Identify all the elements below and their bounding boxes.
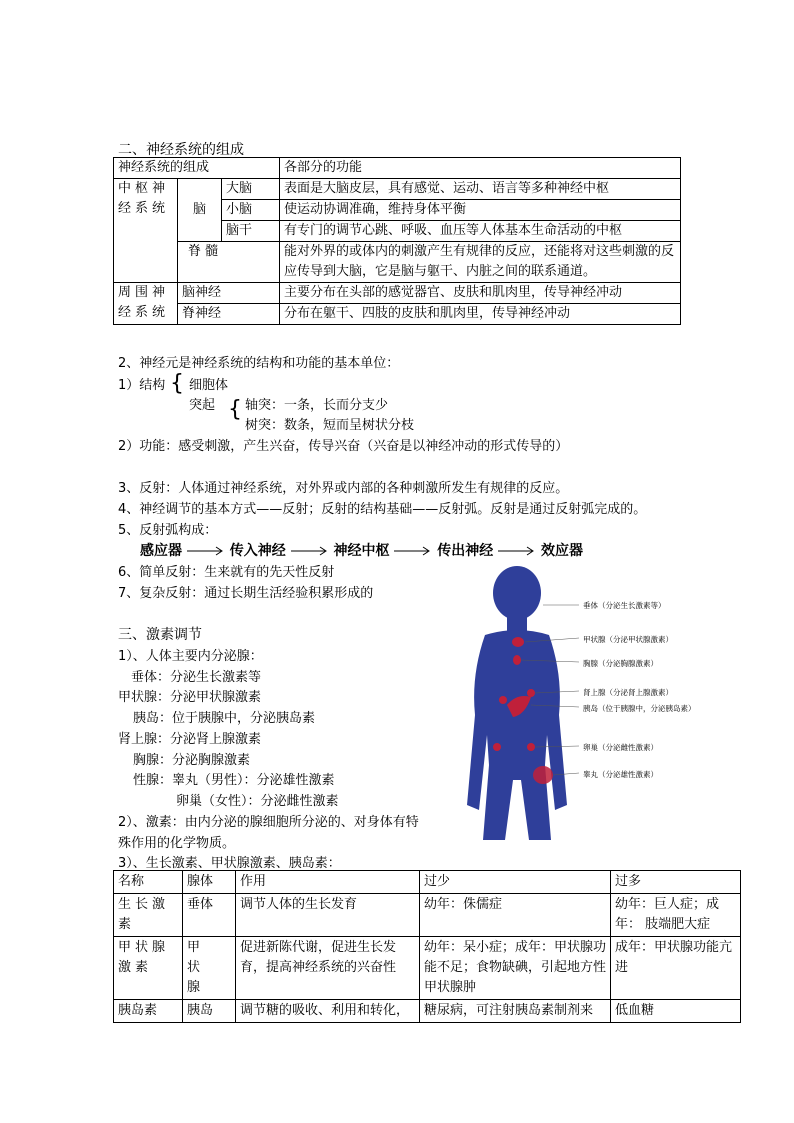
table-row: 幼年：侏儒症 [420, 894, 611, 937]
table-row: 甲状腺激素 [114, 937, 183, 1000]
part-cerebrum: 大脑 [222, 179, 280, 200]
table-row: 调节人体的生长发育 [236, 894, 420, 937]
t2-header-deficit: 过少 [420, 871, 611, 894]
label-thyroid: 甲状腺（分泌甲状腺激素） [583, 635, 673, 644]
hormone-line-1: 1）、人体主要内分泌腺： [118, 649, 263, 664]
part-cerebellum: 小脑 [222, 200, 280, 221]
func-spinal-nerve: 分布在躯干、四肢的皮肤和肌肉里，传导神经冲动 [280, 304, 681, 325]
flow-afferent: 传入神经 [229, 543, 286, 559]
brace-1: { [170, 371, 184, 396]
endocrine-figure [455, 565, 755, 840]
t2-header-gland: 腺体 [183, 871, 236, 894]
label-ovary: 卵巢（分泌雌性激素） [583, 743, 658, 752]
cns-cell: 中枢神经系统 [114, 179, 178, 283]
label-pituitary: 垂体（分泌生长激素等） [583, 601, 666, 610]
label-thymus: 胸腺（分泌胸腺激素） [583, 659, 658, 668]
hormone-line-7: 性腺：睾丸（男性）：分泌雄性激素 [133, 773, 335, 788]
arrow-icon [291, 546, 329, 556]
table-row: 胰岛素 [114, 1000, 183, 1023]
table-row: 生长激素 [114, 894, 183, 937]
table-row: 低血糖 [611, 1000, 741, 1023]
flow-effector: 效应器 [541, 543, 583, 559]
hormone-line-11: 3）、生长激素、甲状腺激素、胰岛素： [118, 856, 341, 871]
complex-reflex: 7、复杂反射：通过长期生活经验积累形成的 [118, 586, 374, 601]
hormone-line-3: 甲状腺：分泌甲状腺激素 [118, 690, 262, 705]
table-row: 成年：甲状腺功能亢进 [611, 937, 741, 1000]
part-brainstem: 脑干 [222, 221, 280, 242]
brace-2: { [228, 397, 242, 422]
flow-efferent: 传出神经 [437, 543, 494, 559]
func-brainstem: 有专门的调节心跳、呼吸、血压等人体基本生命活动的中枢 [280, 221, 681, 242]
table-row: 调节糖的吸收、利用和转化， [236, 1000, 420, 1023]
label-adrenal: 肾上腺（分泌肾上腺激素） [583, 688, 673, 697]
dendrite-text: 树突：数条，短而呈树状分枝 [245, 418, 415, 433]
section-title-nervous-system: 二、神经系统的组成 [118, 142, 244, 158]
hormone-line-5: 肾上腺：分泌肾上腺激素 [118, 732, 262, 747]
t2-header-effect: 作用 [236, 871, 420, 894]
label-testis: 睾丸（分泌雄性激素） [583, 770, 658, 779]
label-islet: 胰岛（位于胰腺中，分泌胰岛素） [583, 704, 696, 713]
neural-regulation: 4、神经调节的基本方式——反射；反射的结构基础——反射弧。反射是通过反射弧完成的。 [118, 502, 647, 517]
table-row: 幼年：巨人症；成年： 肢端肥大症 [611, 894, 741, 937]
hormone-line-2: 垂体：分泌生长激素等 [131, 670, 262, 685]
arrow-icon [394, 546, 432, 556]
simple-reflex: 6、简单反射：生来就有的先天性反射 [118, 565, 335, 580]
table-row: 糖尿病，可注射胰岛素制剂来 [420, 1000, 611, 1023]
reflex-arc-flow [140, 540, 583, 560]
brain-cell: 脑 [178, 179, 222, 242]
part-spinal-cord: 脊 髓 [178, 242, 280, 283]
table-row: 幼年：呆小症；成年：甲状腺功能不足；食物缺碘，引起地方性甲状腺肿 [420, 937, 611, 1000]
table-row: 垂体 [183, 894, 236, 937]
neuron-structure-label: 1）结构 [118, 378, 166, 393]
part-spinal-nerve: 脊神经 [178, 304, 280, 325]
part-cranial-nerve: 脑神经 [178, 283, 280, 304]
table1-header-function: 各部分的功能 [280, 158, 681, 179]
hormone-line-10: 殊作用的化学物质。 [118, 836, 236, 851]
func-cerebellum: 使运动协调准确，维持身体平衡 [280, 200, 681, 221]
func-spinal-cord: 能对外界的或体内的刺激产生有规律的反应，还能将对这些刺激的反应传导到大脑，它是脑与躯干、内脏之间的联系通道。 [280, 242, 681, 283]
hormone-line-6: 胸腺：分泌胸腺激素 [133, 753, 251, 768]
arrow-icon [187, 546, 225, 556]
hormone-line-8: 卵巢（女性）：分泌雌性激素 [176, 794, 339, 809]
table-row: 促进新陈代谢，促进生长发育，提高神经系统的兴奋性 [236, 937, 420, 1000]
t2-header-excess: 过多 [611, 871, 741, 894]
hormone-line-9: 2）、激素：由内分泌的腺细胞所分泌的、对身体有特 [118, 815, 419, 830]
hormone-table [113, 870, 741, 1023]
func-cranial-nerve: 主要分布在头部的感觉器官、皮肤和肌肉里，传导神经冲动 [280, 283, 681, 304]
t2-header-name: 名称 [114, 871, 183, 894]
neuron-intro: 2、神经元是神经系统的结构和功能的基本单位： [118, 356, 400, 371]
func-cerebrum: 表面是大脑皮层，具有感觉、运动、语言等多种神经中枢 [280, 179, 681, 200]
arrow-icon [498, 546, 536, 556]
table-row: 胰岛 [183, 1000, 236, 1023]
axon-text: 轴突：一条，长而分支少 [245, 398, 389, 413]
table1-header-composition: 神经系统的组成 [114, 158, 280, 179]
pns-cell: 周围神经系统 [114, 283, 178, 325]
neuron-function: 2）功能：感受刺激，产生兴奋，传导兴奋（兴奋是以神经冲动的形式传导的） [118, 439, 569, 454]
section-title-hormone: 三、激素调节 [118, 627, 202, 643]
reflex-definition: 3、反射：人体通过神经系统，对外界或内部的各种刺激所发生有规律的反应。 [118, 481, 569, 496]
flow-center: 神经中枢 [333, 543, 390, 559]
neuron-process: 突起 [189, 398, 216, 413]
reflex-arc-title: 5、反射弧构成： [118, 523, 218, 538]
hormone-line-4: 胰岛：位于胰腺中，分泌胰岛素 [133, 711, 316, 726]
cell-body: 细胞体 [189, 378, 229, 393]
flow-receptor: 感应器 [140, 543, 182, 559]
table-row: 甲 状 腺 [183, 937, 236, 1000]
nervous-system-table [113, 157, 681, 325]
